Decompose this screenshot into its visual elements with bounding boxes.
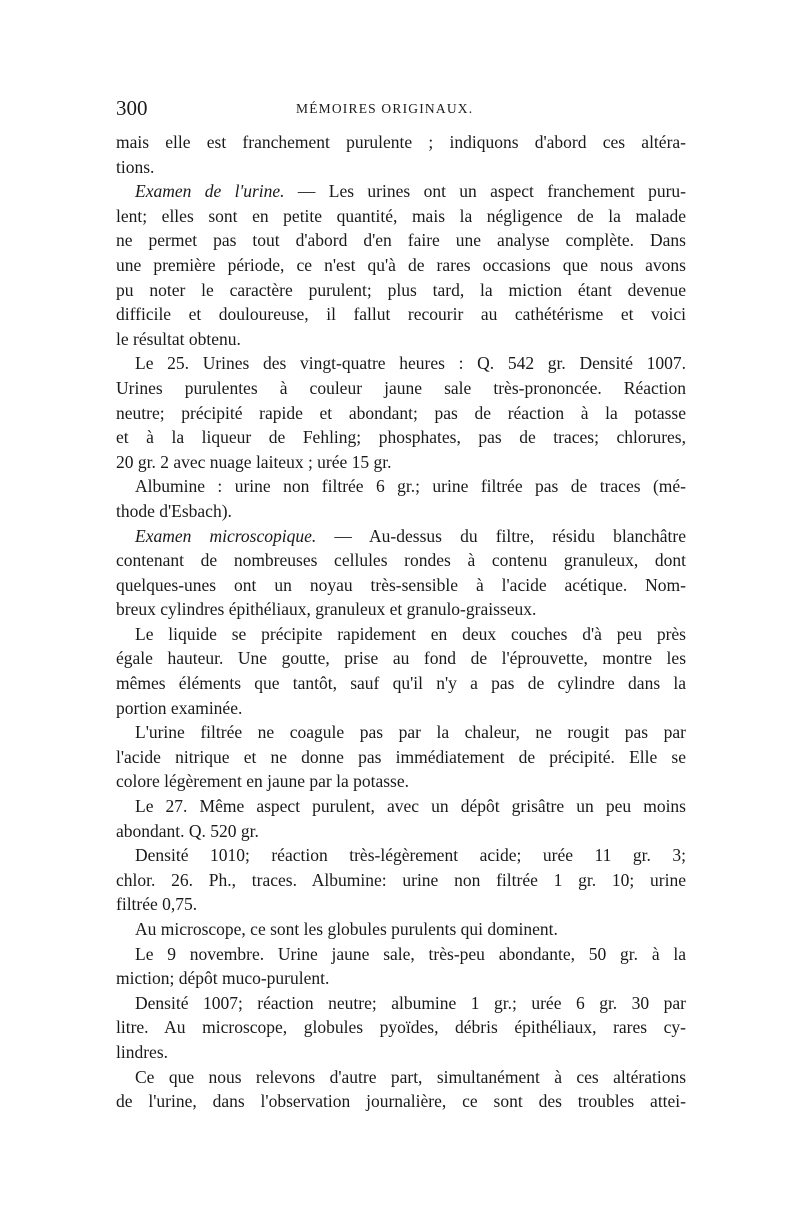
section-heading: Examen de l'urine. [135,181,285,202]
text-line [116,1065,686,1090]
page-number: 300 [116,96,148,120]
text-line [116,474,686,499]
line-text: Urines purulentes à couleur jaune sale très-prononcée. Réaction [116,377,686,398]
line-text: breux cylindres épithéliaux, granuleux et granulo-graisseux. [116,599,537,620]
line-text: portion examinée. [116,697,243,718]
text-line [116,794,686,819]
text-line [116,278,686,303]
page-header [116,96,686,126]
body-text [116,130,686,1114]
line-text: chlor. 26. Ph., traces. Albumine: urine non filtrée 1 gr. 10; urine [116,869,686,890]
line-text: le résultat obtenu. [116,328,241,349]
text-line [116,819,686,844]
line-text: lent; elles sont en petite quantité, mais la négligence de la malade [116,205,686,226]
text-line [116,671,686,696]
line-text: neutre; précipité rapide et abondant; pas de réaction à la potasse [116,402,686,423]
line-text: mais elle est franchement purulente ; indiquons d'abord ces altéra- [116,132,686,152]
line-text: lindres. [116,1041,169,1062]
text-line [116,130,686,155]
text-line [116,401,686,426]
line-text: — Les urines ont un aspect franchement puru- [284,181,686,202]
line-text: Le 25. Urines des vingt-quatre heures : Q. 542 gr. Densité 1007. [135,353,686,374]
text-line [116,745,686,770]
line-text: contenant de nombreuses cellules rondes à contenu granuleux, dont [116,550,686,571]
line-text: quelques-unes ont un noyau très-sensible à l'acide acétique. Nom- [116,574,686,595]
line-text: et à la liqueur de Fehling; phosphates, pas de traces; chlorures, [116,427,686,448]
line-text: Le liquide se précipite rapidement en deux couches d'à peu près [135,623,686,644]
text-line [116,425,686,450]
text-line [116,892,686,917]
line-text: Albumine : urine non filtrée 6 gr.; urine filtrée pas de traces (mé- [135,476,686,497]
text-line [116,179,686,204]
line-text: Le 9 novembre. Urine jaune sale, très-peu abondante, 50 gr. à la [135,943,686,964]
text-line [116,228,686,253]
text-line [116,302,686,327]
text-line [116,917,686,942]
text-line [116,868,686,893]
text-line [116,991,686,1016]
text-line [116,253,686,278]
text-line [116,376,686,401]
text-line [116,524,686,549]
section-heading: Examen microscopique. [135,525,317,546]
text-line [116,1015,686,1040]
line-text: mêmes éléments que tantôt, sauf qu'il n'y a pas de cylindre dans la [116,673,686,694]
text-line [116,597,686,622]
text-line [116,966,686,991]
line-text: Ce que nous relevons d'autre part, simultanément à ces altérations [135,1066,686,1087]
line-text: pu noter le caractère purulent; plus tard, la miction étant devenue [116,279,686,300]
text-line [116,499,686,524]
line-text: Le 27. Même aspect purulent, avec un dépôt grisâtre un peu moins [135,796,686,817]
line-text: litre. Au microscope, globules pyoïdes, débris épithéliaux, rares cy- [116,1017,686,1038]
line-text: 20 gr. 2 avec nuage laiteux ; urée 15 gr. [116,451,392,472]
line-text: Densité 1010; réaction très-légèrement acide; urée 11 gr. 3; [135,845,686,866]
line-text: filtrée 0,75. [116,894,198,915]
line-text: colore légèrement en jaune par la potasse. [116,771,409,792]
running-head: MÉMOIRES ORIGINAUX. [296,101,474,116]
text-line [116,843,686,868]
text-line [116,696,686,721]
text-line [116,351,686,376]
line-text: Densité 1007; réaction neutre; albumine 1 gr.; urée 6 gr. 30 par [135,992,686,1013]
line-text: thode d'Esbach). [116,500,232,521]
text-line [116,204,686,229]
text-line [116,155,686,180]
text-line [116,327,686,352]
text-line [116,1040,686,1065]
text-line [116,720,686,745]
line-text: ne permet pas tout d'abord d'en faire une analyse complète. Dans [116,230,686,251]
text-line [116,769,686,794]
line-text: une première période, ce n'est qu'à de rares occasions que nous avons [116,254,686,275]
text-line [116,573,686,598]
text-line [116,1089,686,1114]
line-text: difficile et douloureuse, il fallut recourir au cathétérisme et voici [116,304,686,325]
line-text: L'urine filtrée ne coagule pas par la chaleur, ne rougit pas par [135,722,686,743]
line-text: de l'urine, dans l'observation journalière, ce sont des troubles attei- [116,1091,686,1112]
line-text: — Au-dessus du filtre, résidu blanchâtre [316,525,686,546]
text-line [116,548,686,573]
text-line [116,646,686,671]
line-text: l'acide nitrique et ne donne pas immédiatement de précipité. Elle se [116,746,686,767]
text-line [116,622,686,647]
line-text: Au microscope, ce sont les globules purulents qui dominent. [135,919,558,939]
line-text: miction; dépôt muco-purulent. [116,968,330,989]
line-text: tions. [116,156,155,177]
text-line [116,942,686,967]
line-text: égale hauteur. Une goutte, prise au fond de l'éprouvette, montre les [116,648,686,669]
line-text: abondant. Q. 520 gr. [116,820,259,841]
text-line [116,450,686,475]
